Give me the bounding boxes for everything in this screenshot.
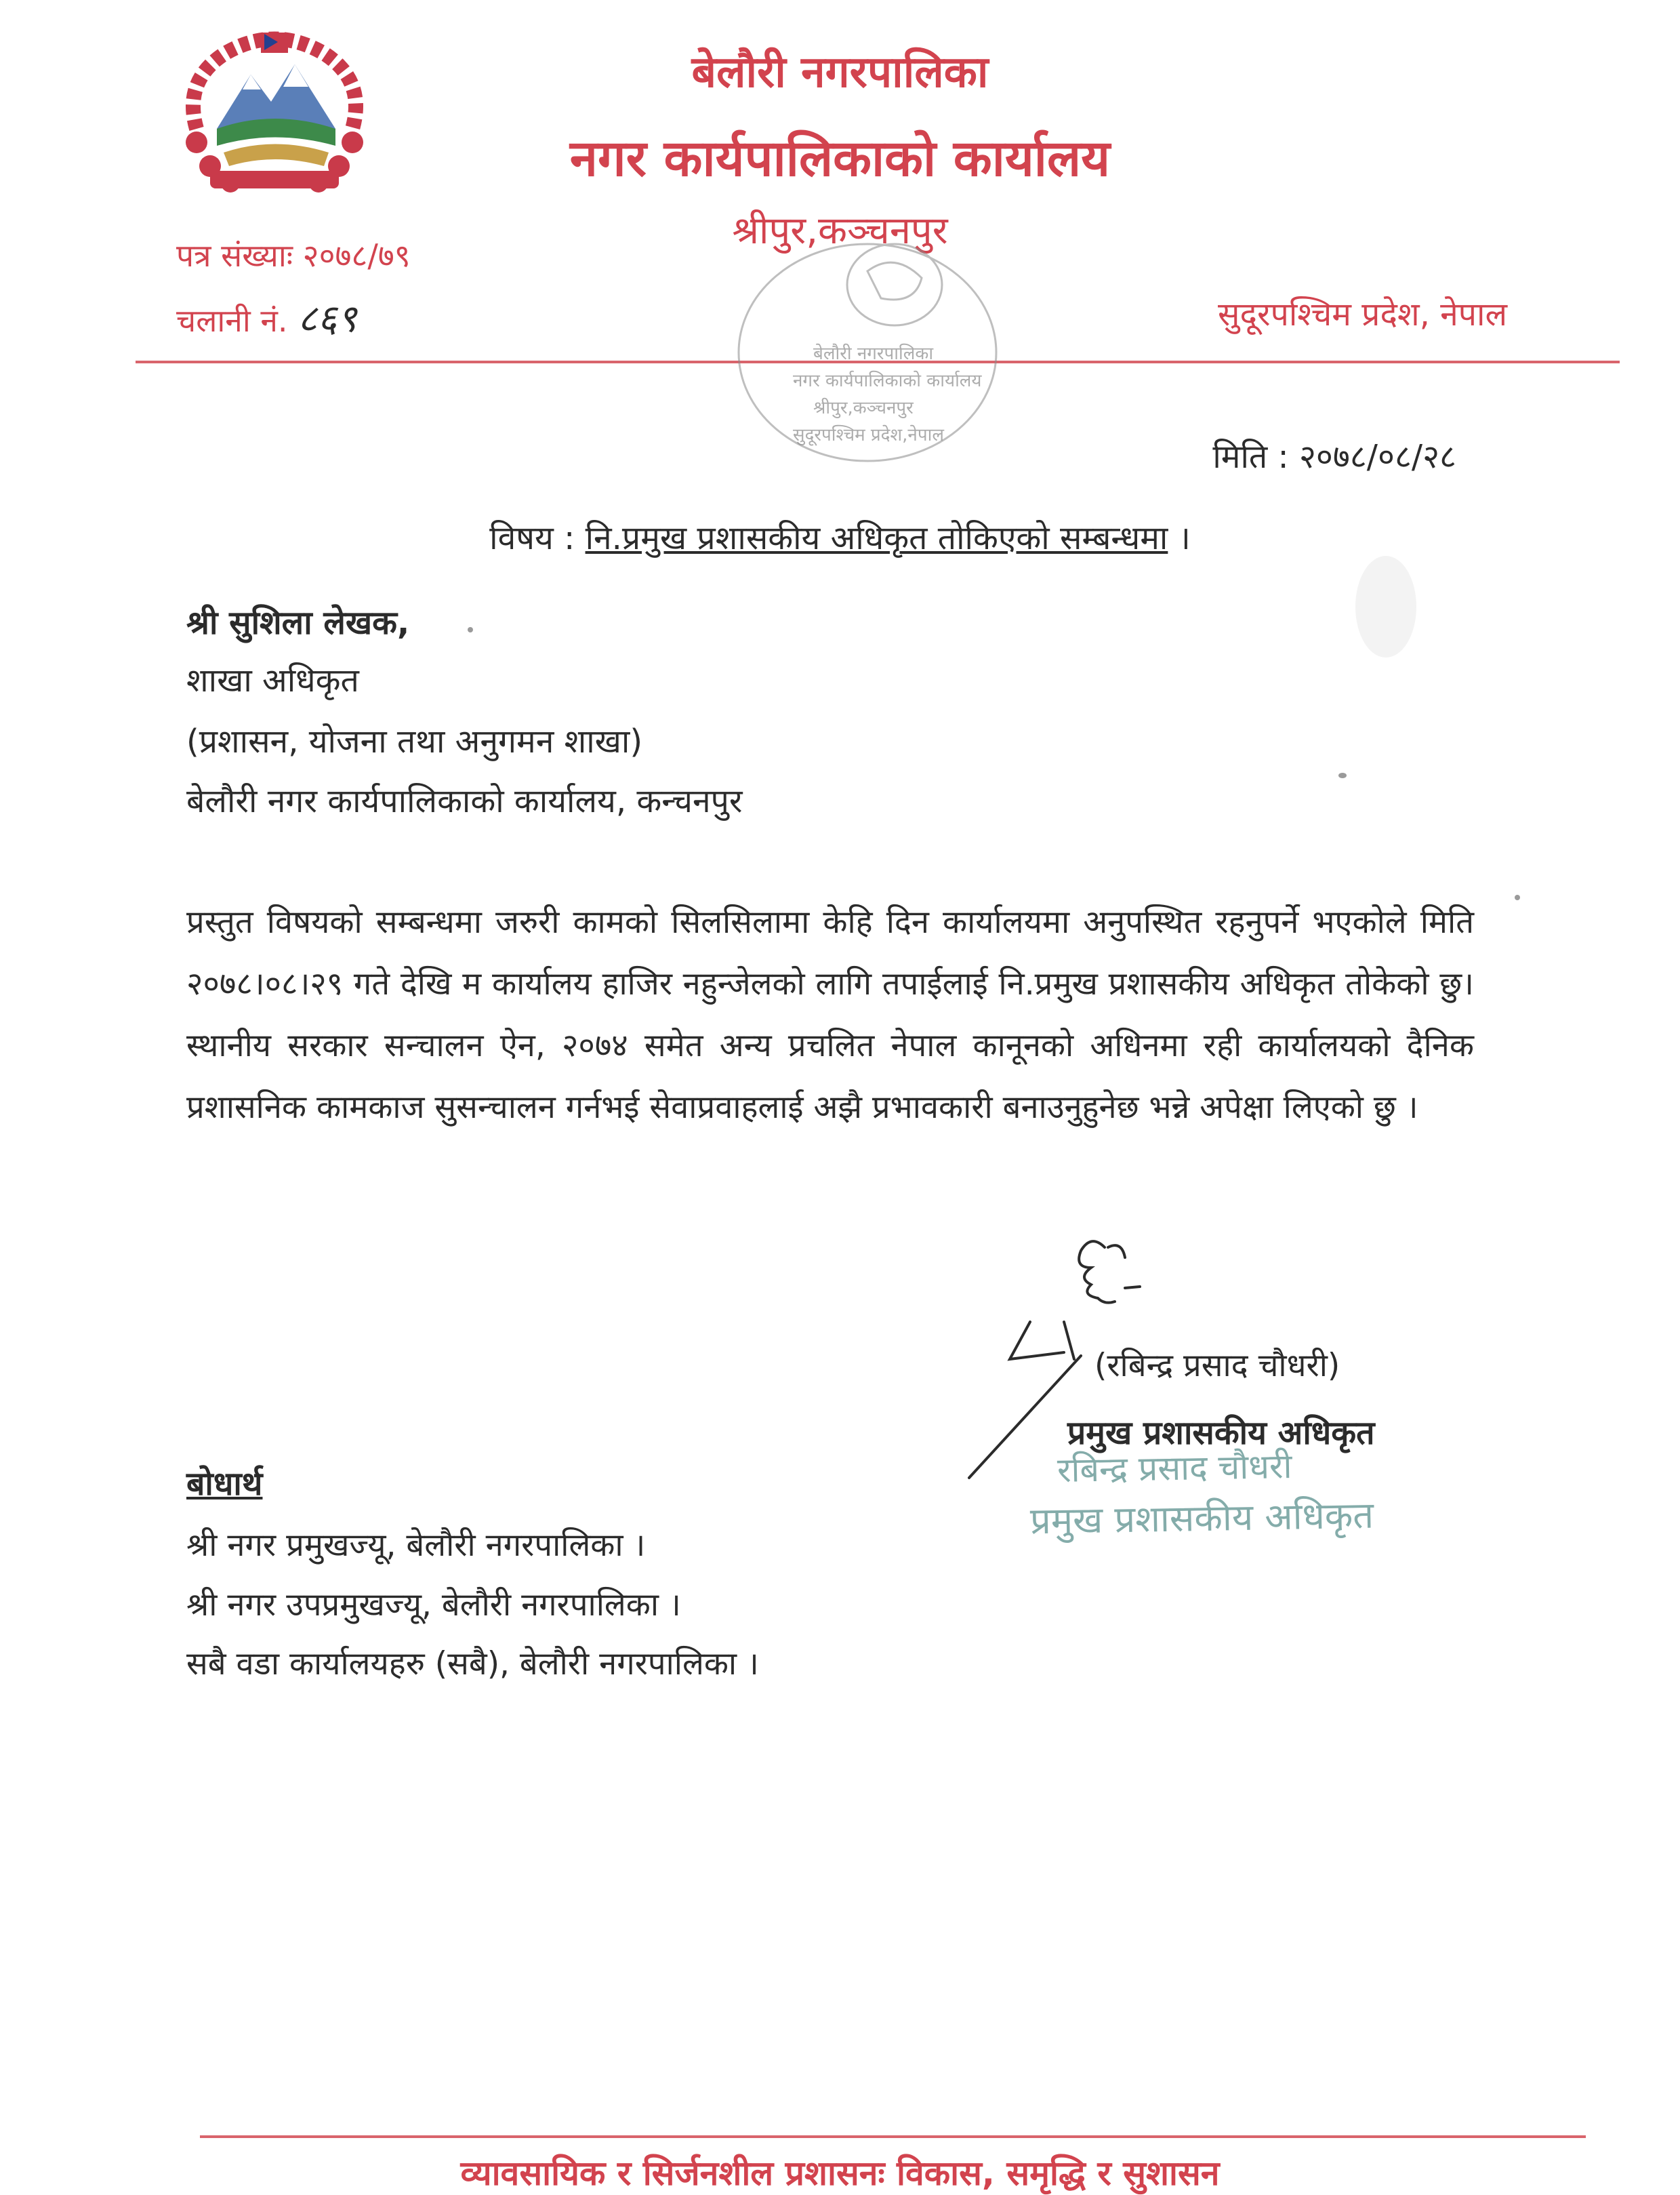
- province-name: सुदूरपश्चिम प्रदेश, नेपाल: [1218, 296, 1507, 334]
- dispatch-number-label: चलानी नं.: [176, 302, 288, 339]
- cc-item: श्री नगर प्रमुखज्यू, बेलौरी नगरपालिका ।: [186, 1527, 646, 1564]
- footer-motto: व्यावसायिक र सिर्जनशील प्रशासनः विकास, समृद्धि र सुशासन: [460, 2154, 1220, 2193]
- footer-rule: [200, 2135, 1586, 2138]
- addressee-office: बेलौरी नगर कार्यपालिकाको कार्यालय, कन्चनपुर: [186, 782, 743, 820]
- stamp-line-4: सुदूरपश्चिम प्रदेश,नेपाल: [793, 425, 944, 445]
- subject-end: ।: [1178, 519, 1191, 557]
- signatory-title: प्रमुख प्रशासकीय अधिकृत: [1067, 1414, 1375, 1452]
- cc-item: श्री नगर उपप्रमुखज्यू, बेलौरी नगरपालिका ।: [186, 1586, 681, 1624]
- subject-label: विषय :: [489, 519, 575, 557]
- subject-text: नि.प्रमुख प्रशासकीय अधिकृत तोकिएको सम्बन्धमा: [585, 519, 1168, 557]
- cc-item: सबै वडा कार्यालयहरु (सबै), बेलौरी नगरपालिका ।: [186, 1645, 759, 1683]
- letter-number-value: २०७८/७९: [302, 237, 411, 274]
- scan-speck: [1515, 895, 1520, 900]
- addressee-section: (प्रशासन, योजना तथा अनुगमन शाखा): [186, 723, 643, 761]
- date-label: मिति :: [1212, 438, 1289, 476]
- stamp-line-2: नगर कार्यपालिकाको कार्यालय: [793, 371, 982, 391]
- addressee-position: शाखा अधिकृत: [186, 662, 359, 700]
- stamp-line-1: बेलौरी नगरपालिका: [813, 344, 934, 364]
- dispatch-number-value: ८६९: [298, 297, 357, 341]
- title-seal: प्रमुख प्रशासकीय अधिकृत: [1029, 1493, 1374, 1543]
- letter-number-label: पत्र संख्याः: [176, 237, 293, 274]
- scan-speck: [468, 627, 473, 632]
- signatory-name: (रबिन्द्र प्रसाद चौधरी): [1094, 1347, 1340, 1384]
- stamp-line-3: श्रीपुर,कञ्चनपुर: [813, 398, 914, 418]
- cc-heading: बोधार्थ: [186, 1465, 263, 1503]
- office-name: नगर कार्यपालिकाको कार्यालय: [569, 129, 1111, 188]
- office-location: श्रीपुर,कञ्चनपुर: [732, 209, 948, 253]
- letter-date: [1212, 434, 1456, 478]
- addressee-name: श्री सुशिला लेखक,: [186, 604, 410, 642]
- date-value: २०७८/०८/२८: [1298, 438, 1456, 476]
- dispatch-number: [176, 291, 357, 343]
- subject-line: [0, 515, 1680, 559]
- letter-number: [176, 234, 411, 276]
- municipality-name: बेलौरी नगरपालिका: [691, 47, 989, 98]
- office-stamp-icon: [712, 224, 1010, 481]
- letter-body: प्रस्तुत विषयको सम्बन्धमा जरुरी कामको सिलसिलामा केहि दिन कार्यालयमा अनुपस्थित रहनुपर्ने भएकोले मिति २०७८।०८।२९ गते देखि म कार्यालय हाजिर नहुन्जेलको लागि तपाईलाई नि.प्रमुख प्रशासकीय अधिकृत तोकेको छु। स्थानीय सरकार सन्चालन ऐन, २०७४ समेत अन्य प्रचलित नेपाल कानूनको अधिनमा रही कार्यालयको दैनिक प्रशासनिक कामकाज सुसन्चालन गर्नभई सेवाप्रवाहलाई अझै प्रभावकारी बनाउनुहुनेछ भन्ने अपेक्षा लिएको छु ।: [186, 904, 1474, 1126]
- name-seal: रबिन्द्र प्रसाद चौधरी: [1057, 1446, 1292, 1491]
- scan-speck: [1338, 773, 1347, 778]
- scan-smudge: [1355, 556, 1416, 658]
